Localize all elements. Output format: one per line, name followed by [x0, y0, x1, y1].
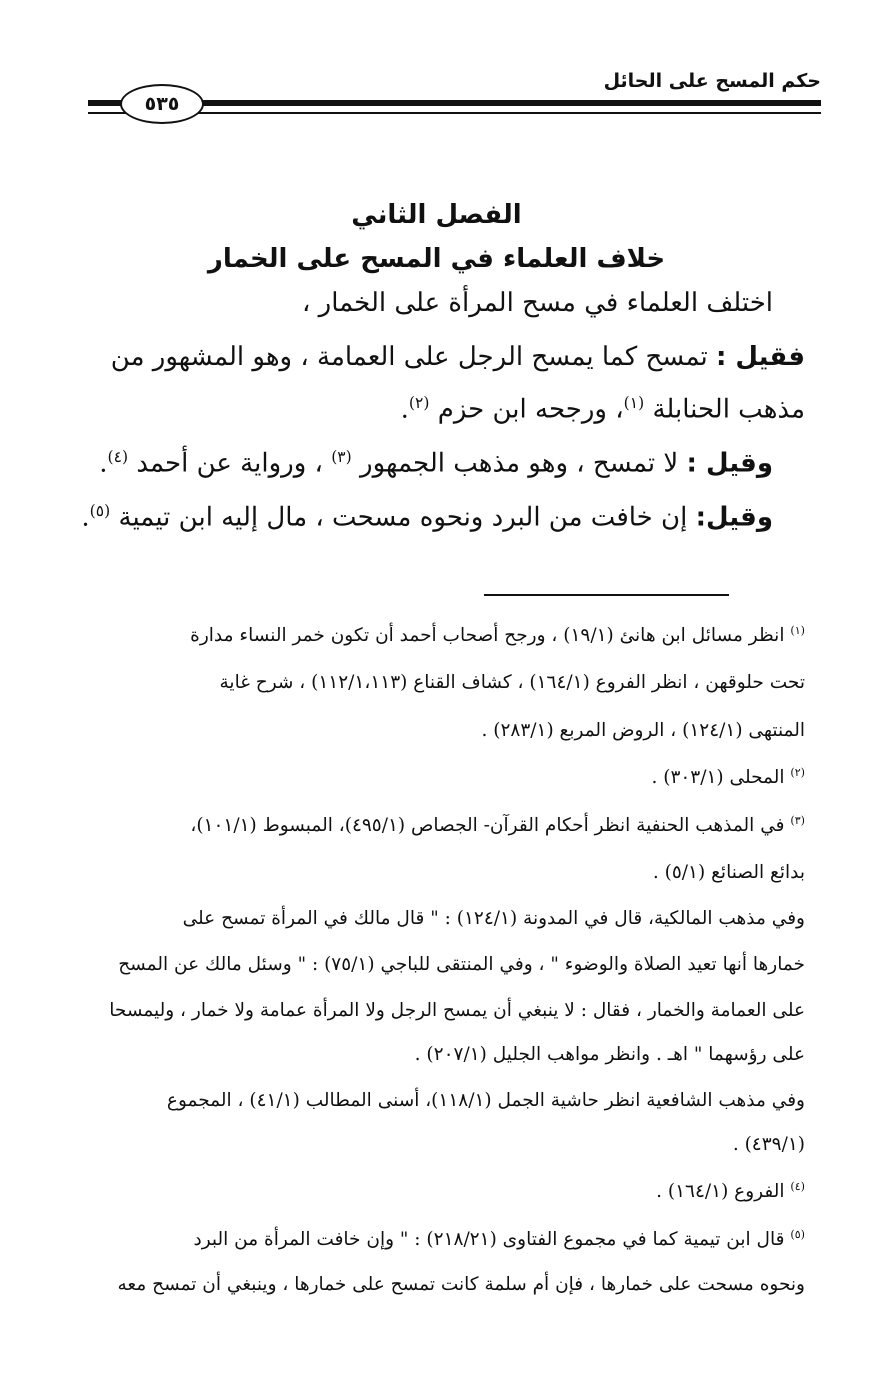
- footnote-1-line-1: [190, 624, 805, 646]
- body-intro: اختلف العلماء في مسح المرأة على الخمار ،: [302, 288, 773, 318]
- footnote-3-line-3: وفي مذهب المالكية، قال في المدونة (١٢٤/١) : " قال مالك في المرأة تمسح على: [182, 908, 805, 929]
- p1-text-2b: ، ورجحه ابن حزم: [437, 394, 624, 425]
- p1-text-1: تمسح كما يمسح الرجل على العمامة ، وهو المشهور من: [110, 342, 708, 372]
- p3-label: وقيل:: [695, 502, 773, 533]
- footnote-1-number: (١): [790, 624, 805, 637]
- body-p1-line1: [111, 342, 805, 372]
- page-number: [120, 84, 204, 124]
- footnote-ref-2[interactable]: (٢): [408, 394, 430, 412]
- footnote-3-line-1: [190, 814, 805, 836]
- footnote-3-line-8: (٤٣٩/١) .: [732, 1134, 805, 1155]
- footnote-4-text-1: الفروع (١٦٤/١) .: [656, 1181, 785, 1203]
- footnote-5-line-2: ونحوه مسحت على خمارها ، فإن أم سلمة كانت تمسح على خمارها ، وينبغي أن تمسح معه: [117, 1274, 805, 1295]
- p1-text-2c: .: [400, 394, 409, 425]
- footnote-3-line-4: خمارها أنها تعيد الصلاة والوضوء " ، وفي المنتقى للباجي (٧٥/١) : " وسئل مالك عن المسح: [118, 954, 805, 975]
- footnote-3-line-7: وفي مذهب الشافعية انظر حاشية الجمل (١١٨/١)، أسنى المطالب (٤١/١) ، المجموع: [166, 1090, 805, 1111]
- footnote-4-number: (٤): [790, 1180, 805, 1193]
- p2-text-b: ، ورواية عن أحمد: [136, 448, 323, 479]
- p1-label: فقيل :: [715, 342, 805, 372]
- running-title: حكم المسح على الحائل: [603, 70, 821, 92]
- chapter-subheading: خلاف العلماء في المسح على الخمار: [207, 244, 666, 274]
- p3-text-c: .: [81, 502, 90, 533]
- footnote-5-line-1: [193, 1228, 805, 1250]
- footnote-5-number: (٥): [790, 1228, 805, 1241]
- body-p1-line2: [401, 394, 805, 425]
- footnote-3-number: (٣): [790, 814, 805, 827]
- footnote-ref-3[interactable]: (٣): [331, 448, 352, 466]
- footnote-2-text-1: المحلى (٣٠٣/١) .: [651, 767, 785, 789]
- footnote-ref-1[interactable]: (١): [623, 394, 645, 412]
- footnote-4-line-1: [656, 1180, 805, 1202]
- footnote-1-text-1: انظر مسائل ابن هانئ (١٩/١) ، ورجح أصحاب أحمد أن تكون خمر النساء مدارة: [190, 625, 785, 647]
- chapter-heading: الفصل الثاني: [351, 200, 522, 230]
- footnote-ref-4[interactable]: (٤): [107, 448, 129, 466]
- body-p3: [81, 502, 773, 533]
- page-number-text: ٥٣٥: [144, 93, 180, 115]
- footnote-ref-5[interactable]: (٥): [89, 502, 111, 520]
- p3-text: إن خافت من البرد ونحوه مسحت ، مال إليه ابن تيمية: [118, 502, 688, 533]
- p1-text-2a: مذهب الحنابلة: [652, 394, 805, 425]
- footnote-3-line-6: على رؤسهما " اهـ . وانظر مواهب الجليل (٢٠٧/١) .: [414, 1044, 805, 1065]
- p2-text-c: .: [99, 448, 108, 479]
- body-p2: [99, 448, 773, 479]
- footnote-2-number: (٢): [790, 766, 805, 779]
- footnote-1-line-2: تحت حلوقهن ، انظر الفروع (١٦٤/١) ، كشاف القناع (١١٢/١،١١٣) ، شرح غاية: [219, 672, 805, 693]
- footnote-1-line-3: المنتهى (١٢٤/١) ، الروض المربع (٢٨٣/١) .: [481, 720, 805, 741]
- p2-label: وقيل :: [686, 448, 773, 479]
- p2-text-a: لا تمسح ، وهو مذهب الجمهور: [360, 448, 679, 479]
- footnote-3-line-5: على العمامة والخمار ، فقال : لا ينبغي أن يمسح الرجل ولا المرأة عمامة ولا خمار ، وليمسحا: [109, 1000, 805, 1021]
- footnote-3-line-2: بدائع الصنائع (٥/١) .: [652, 862, 805, 883]
- footnote-5-text-1: قال ابن تيمية كما في مجموع الفتاوى (٢١٨/٢١) : " وإن خافت المرأة من البرد: [193, 1229, 785, 1251]
- footnote-2-line-1: [651, 766, 805, 788]
- footnote-3-text-1: في المذهب الحنفية انظر أحكام القرآن- الجصاص (٤٩٥/١)، المبسوط (١٠١/١)،: [190, 815, 785, 837]
- footnote-separator: [484, 594, 729, 596]
